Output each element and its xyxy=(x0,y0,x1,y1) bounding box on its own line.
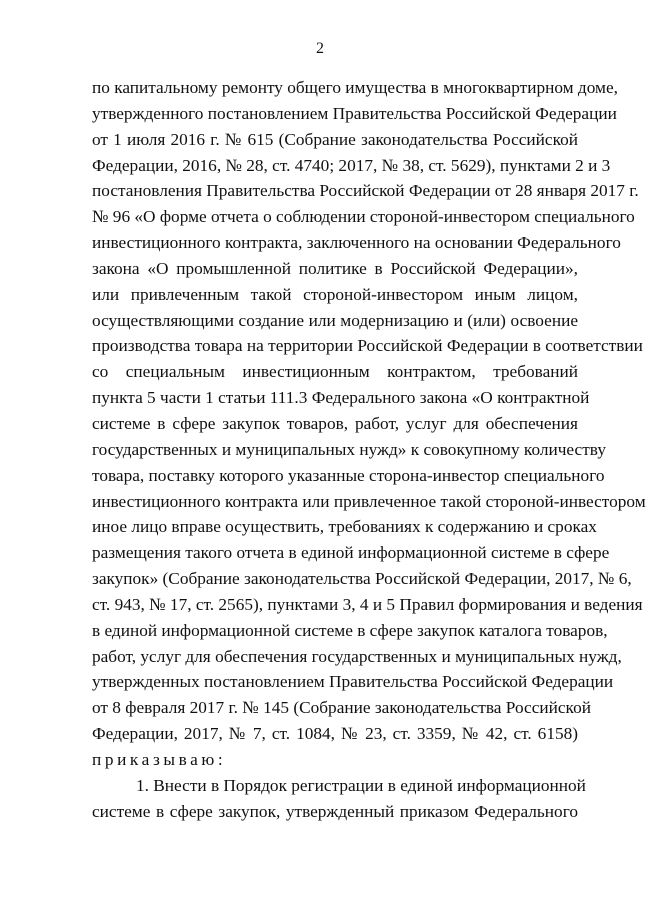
order-word: приказываю: xyxy=(92,749,227,769)
text-line: № 96 «О форме отчета о соблюдении стороной-инвестором специального xyxy=(92,207,635,227)
text-line: иное лицо вправе осуществить, требованиях к содержанию и сроках xyxy=(92,517,597,537)
text-line: системе в сфере закупок товаров, работ, услуг для обеспечения xyxy=(92,413,578,433)
text-line: утвержденных постановлением Правительства Российской Федерации xyxy=(92,672,614,692)
text-line: ст. 943, № 17, ст. 2565), пунктами 3, 4 и 5 Правил формирования и ведения xyxy=(92,594,643,614)
text-line: со специальным инвестиционным контрактом, требований xyxy=(92,362,578,382)
text-line: производства товара на территории Российской Федерации в соответствии xyxy=(92,336,643,356)
text-line: инвестиционного контракта, заключенного на основании Федерального xyxy=(92,233,621,253)
text-line: товара, поставку которого указанные сторона-инвестор специального xyxy=(92,465,605,485)
text-line: работ, услуг для обеспечения государственных и муниципальных нужд, xyxy=(92,646,622,666)
text-line: Федерации, 2016, № 28, ст. 4740; 2017, № 38, ст. 5629), пунктами 2 и 3 xyxy=(92,155,611,175)
text-line: осуществляющими создание или модернизацию и (или) освоение xyxy=(92,310,578,330)
numbered-item-1: 1. Внести в Порядок регистрации в единой информационной xyxy=(136,775,586,795)
text-line: размещения такого отчета в единой информационной системе в сфере xyxy=(92,543,610,563)
text-line: Федерации, 2017, № 7, ст. 1084, № 23, ст. 3359, № 42, ст. 6158) xyxy=(92,724,578,744)
text-line: или привлеченным такой стороной-инвестором иным лицом, xyxy=(92,284,578,304)
page-number: 2 xyxy=(316,40,324,57)
text-line: инвестиционного контракта или привлеченное такой стороной-инвестором xyxy=(92,491,646,511)
text-line: закона «О промышленной политике в Российской Федерации», xyxy=(92,258,578,278)
document-body xyxy=(92,75,646,824)
text-line: утвержденного постановлением Правительства Российской Федерации xyxy=(92,103,617,123)
text-line: пункта 5 части 1 статьи 111.3 Федерального закона «О контрактной xyxy=(92,388,590,408)
text-line: государственных и муниципальных нужд» к совокупному количеству xyxy=(92,439,606,459)
text-line: закупок» (Собрание законодательства Российской Федерации, 2017, № 6, xyxy=(92,569,632,589)
text-line: системе в сфере закупок, утвержденный приказом Федерального xyxy=(92,801,578,821)
text-line: в единой информационной системе в сфере закупок каталога товаров, xyxy=(92,620,608,640)
text-line: постановления Правительства Российской Федерации от 28 января 2017 г. xyxy=(92,181,639,201)
text-line: от 1 июля 2016 г. № 615 (Собрание законодательства Российской xyxy=(92,129,578,149)
text-line: по капитальному ремонту общего имущества в многоквартирном доме, xyxy=(92,78,618,97)
text-line: от 8 февраля 2017 г. № 145 (Собрание законодательства Российской xyxy=(92,698,591,718)
